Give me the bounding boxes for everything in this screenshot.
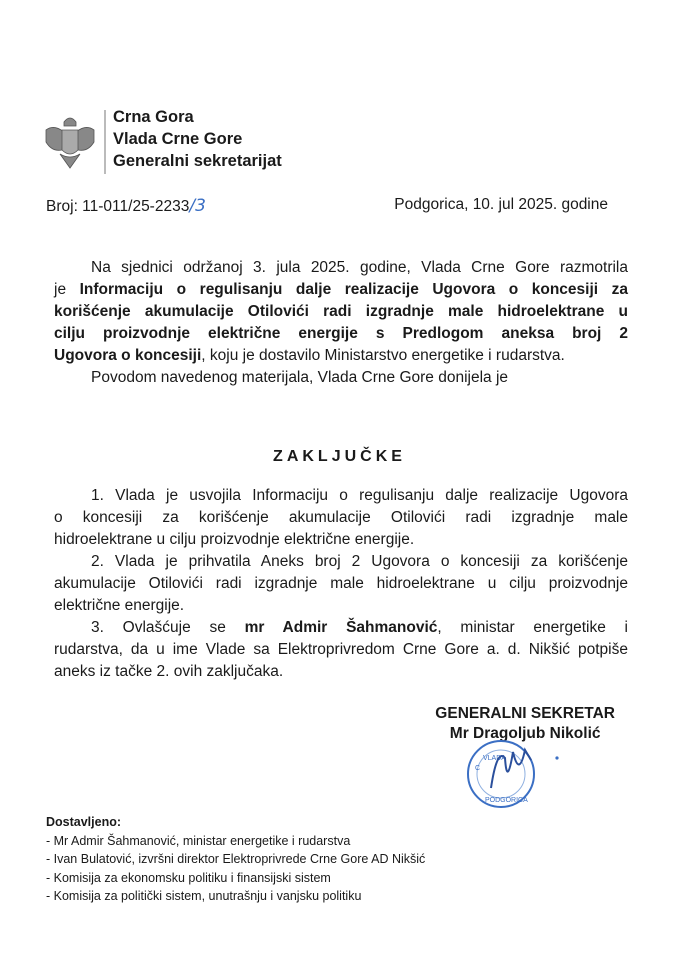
svg-text:C: C [475,765,481,772]
text: , ministar energetike i [437,619,628,636]
text: aneks iz tačke 2. ovih zaključaka. [54,663,284,680]
text-line [54,301,628,323]
bold-text: mr Admir Šahmanović [244,619,438,636]
distribution-item: - Mr Admir Šahmanović, ministar energetike i rudarstva [46,833,351,848]
text-line [54,485,628,507]
document-date: Podgorica, 10. jul 2025. godine [394,196,608,213]
distribution-item: - Komisija za ekonomsku politiku i finansijski sistem [46,870,331,885]
text: 1. Vlada je usvojila Informaciju o regulisanju dalje realizacije Ugovora [91,487,628,504]
signatory-title: GENERALNI SEKRETAR [435,705,615,722]
text-line [54,507,628,529]
conclusions-list [54,485,628,683]
distribution-list [46,813,425,906]
intro-paragraph [54,257,628,389]
text-line [54,323,628,345]
conclusions-heading: ZAKLJUČKE [273,448,406,465]
text-line [54,551,628,573]
text: akumulacije Otilovići radi izgradnje male hidroelektrane u cilju proizvodnje [54,575,628,592]
text: , koju je dostavilo Ministarstvo energetike i rudarstva. [201,347,565,364]
text: Na sjednici održanoj 3. jula 2025. godine, Vlada Crne Gore razmotrila [91,259,628,276]
letterhead-country: Crna Gora [113,108,194,126]
official-seal-stamp [461,738,571,808]
distribution-label: Dostavljeno: [46,815,122,829]
reference-number [46,196,206,216]
text-line [54,639,628,661]
text-line [54,595,628,617]
text: rudarstva, da u ime Vlade sa Elektroprivredom Crne Gore a. d. Nikšić potpiše [54,641,628,658]
svg-text:PODGORICA: PODGORICA [485,797,528,804]
text: 2. Vlada je prihvatila Aneks broj 2 Ugovora o koncesiji za korišćenje [91,553,628,570]
text: Povodom navedenog materijala, Vlada Crne Gore donijela je [91,369,509,386]
handwritten-suffix: /3 [189,196,206,216]
bold-text: Ugovora o koncesiji [54,347,202,364]
bold-text: Informaciju o regulisanju dalje realizacije Ugovora o koncesiji za [79,281,628,298]
reference-number-label: Broj: 11-011/25-2233 [46,198,190,215]
coat-of-arms-icon [42,112,98,174]
text-line [54,257,628,279]
signatory-name: Mr Dragoljub Nikolić [449,725,601,742]
letterhead-government: Vlada Crne Gore [113,130,243,148]
text-line [54,345,628,367]
letterhead [113,106,282,172]
svg-text:VLADA: VLADA [483,755,506,762]
text: hidroelektrane u cilju proizvodnje električne energije. [54,531,415,548]
bold-text: korišćenje akumulacije Otilovići radi izgradnje male hidroelektrane u [54,303,628,320]
bold-text: cilju proizvodnje električne energije s Predlogom aneksa broj 2 [54,325,628,342]
text-line [54,279,628,301]
text-line [54,367,628,389]
distribution-item: - Komisija za politički sistem, unutrašnju i vanjsku politiku [46,889,362,903]
text-line [54,573,628,595]
text-line [54,617,628,639]
distribution-item: - Ivan Bulatović, izvršni direktor Elektroprivrede Crne Gore AD Nikšić [46,852,426,866]
text-line [54,529,628,551]
header-divider [104,110,106,174]
text: o koncesiji za korišćenje akumulacije Otilovići radi izgradnje male [54,509,628,526]
text: električne energije. [54,597,185,614]
letterhead-office: Generalni sekretarijat [113,152,282,170]
text-line [54,661,628,683]
text: 3. Ovlašćuje se [91,619,245,636]
text: je [54,281,80,298]
